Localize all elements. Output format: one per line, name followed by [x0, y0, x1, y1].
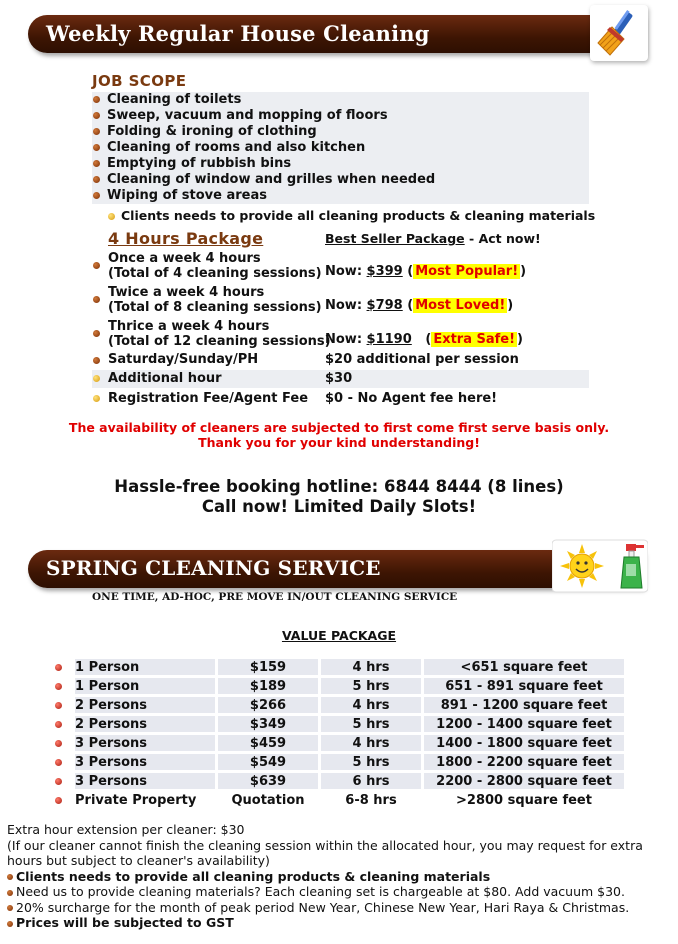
- price-cell: $189: [218, 678, 318, 694]
- hours-cell: 6 hrs: [321, 773, 421, 789]
- hours-cell: 4 hrs: [321, 697, 421, 713]
- best-seller-suffix: - Act now!: [464, 231, 541, 246]
- bullet-icon: [93, 330, 100, 337]
- bullet-icon: [93, 375, 100, 382]
- package-price: $798: [366, 298, 403, 313]
- job-scope-list: [92, 92, 589, 204]
- package-price: $1190: [366, 332, 412, 347]
- bullet-icon: [108, 213, 115, 220]
- package-line1: Once a week 4 hours: [108, 251, 261, 266]
- bullet-icon: [55, 702, 62, 709]
- bullet-icon: [7, 905, 13, 911]
- bullet-cell: [55, 773, 75, 789]
- table-row: [55, 678, 624, 694]
- persons-cell: 3 Persons: [75, 773, 215, 789]
- note-text: Clients needs to provide all cleaning products & cleaning materials: [121, 208, 596, 223]
- hours-cell: 6-8 hrs: [345, 792, 397, 808]
- footer-item-text: Need us to provide cleaning materials? Each cleaning set is chargeable at $80. Add vacuum $30.: [16, 884, 625, 899]
- package-price: $399: [366, 264, 403, 279]
- job-scope-item: [92, 188, 589, 204]
- package-line2: (Total of 8 cleaning sessions): [108, 300, 322, 315]
- extra-value: $0 - No Agent fee here!: [325, 391, 498, 406]
- extra-hour-note: (If our cleaner cannot finish the cleaning session within the allocated hour, you may request for extra hours but subject to cleaner's availability): [7, 837, 643, 868]
- package-tag: Extra Safe!: [433, 332, 516, 347]
- table-row: [55, 697, 624, 713]
- booking-hotline: Hassle-free booking hotline: 6844 8444 (8 lines): [114, 477, 564, 496]
- package-row: Thrice a week 4 hours (Total of 12 cleaning sessions) Now: $1190 ( Extra Safe! ): [92, 319, 589, 351]
- bullet-cell: [55, 678, 75, 694]
- price-cell: $549: [218, 754, 318, 770]
- hours-cell: 4 hrs: [321, 659, 421, 675]
- package-row: Once a week 4 hours (Total of 4 cleaning sessions) Now: $399 ( Most Popular! ): [92, 251, 589, 283]
- footer-item: [7, 900, 673, 916]
- footer-item-text: Prices will be subjected to GST: [16, 915, 234, 930]
- extra-value: $20 additional per session: [325, 352, 519, 367]
- job-scope-item: [92, 140, 589, 156]
- bullet-icon: [93, 128, 100, 135]
- best-seller-label: [325, 231, 541, 246]
- bullet-icon: [93, 96, 100, 103]
- weekly-banner: [28, 15, 644, 53]
- job-scope-text: Wiping of stove areas: [107, 188, 267, 203]
- area-cell: 651 - 891 square feet: [424, 678, 624, 694]
- footer-items: [7, 869, 673, 931]
- call-now-text: Call now! Limited Daily Slots!: [201, 497, 477, 516]
- area-cell: 2200 - 2800 square feet: [424, 773, 624, 789]
- footer-item-text: 20% surcharge for the month of peak period New Year, Chinese New Year, Hari Raya & Christmas.: [16, 899, 630, 915]
- persons-cell: Private Property: [75, 792, 197, 808]
- bullet-cell: [55, 792, 75, 808]
- table-row: [55, 716, 624, 732]
- extra-row: [92, 370, 589, 388]
- area-cell: 1800 - 2200 square feet: [424, 754, 624, 770]
- bullet-icon: [7, 921, 13, 927]
- area-cell: 1200 - 1400 square feet: [424, 716, 624, 732]
- availability-note-1: The availability of cleaners are subjected to first come first serve basis only.: [68, 420, 610, 435]
- extra-label: Additional hour: [108, 371, 222, 386]
- hours-cell: 5 hrs: [321, 716, 421, 732]
- bullet-icon: [93, 144, 100, 151]
- bullet-icon: [7, 890, 13, 896]
- job-scope-title: JOB SCOPE: [92, 72, 187, 90]
- area-cell: 1400 - 1800 square feet: [424, 735, 624, 751]
- bullet-icon: [93, 395, 100, 402]
- now-label: Now:: [325, 332, 367, 347]
- hours-cell: 5 hrs: [321, 754, 421, 770]
- sun-spray-bottle-icon: [552, 538, 648, 594]
- bullet-cell: [55, 659, 75, 675]
- price-cell: Quotation: [231, 792, 305, 808]
- bullet-icon: [93, 296, 100, 303]
- persons-cell: 2 Persons: [75, 716, 215, 732]
- bullet-icon: [55, 683, 62, 690]
- spring-banner: [28, 550, 644, 588]
- hours-cell: 4 hrs: [321, 735, 421, 751]
- now-label: Now:: [325, 298, 367, 313]
- table-row: [55, 792, 624, 808]
- price-cell: $639: [218, 773, 318, 789]
- footer-item: [7, 884, 673, 900]
- bullet-icon: [55, 797, 62, 804]
- area-cell: >2800 square feet: [456, 792, 592, 808]
- bullet-icon: [55, 778, 62, 785]
- weekly-title: Weekly Regular House Cleaning: [46, 21, 430, 46]
- value-package-title: VALUE PACKAGE: [281, 628, 397, 643]
- persons-cell: 3 Persons: [75, 735, 215, 751]
- job-scope-text: Emptying of rubbish bins: [107, 156, 292, 171]
- bullet-cell: [55, 735, 75, 751]
- job-scope-text: Cleaning of rooms and also kitchen: [107, 140, 366, 155]
- table-row: [55, 773, 624, 789]
- package-line2: (Total of 12 cleaning sessions): [108, 334, 331, 349]
- table-row: [55, 659, 624, 675]
- bullet-icon: [93, 262, 100, 269]
- bullet-icon: [93, 357, 100, 364]
- extra-label: Saturday/Sunday/PH: [108, 352, 259, 367]
- bullet-icon: [93, 176, 100, 183]
- price-cell: $349: [218, 716, 318, 732]
- job-scope-item: [92, 124, 589, 140]
- hours-cell: 5 hrs: [321, 678, 421, 694]
- spring-subtitle: ONE TIME, AD-HOC, PRE MOVE IN/OUT CLEANING SERVICE: [92, 591, 458, 603]
- job-scope-text: Cleaning of window and grilles when needed: [107, 172, 436, 187]
- client-materials-note: [108, 208, 595, 223]
- table-row: [55, 735, 624, 751]
- persons-cell: 1 Person: [75, 678, 215, 694]
- footer-item: [7, 915, 673, 931]
- job-scope-item: [92, 172, 589, 188]
- area-cell: <651 square feet: [424, 659, 624, 675]
- bullet-cell: [55, 697, 75, 713]
- spring-title: SPRING CLEANING SERVICE: [46, 556, 381, 580]
- bullet-icon: [55, 721, 62, 728]
- area-cell: 891 - 1200 square feet: [424, 697, 624, 713]
- bullet-icon: [55, 740, 62, 747]
- package-row: Twice a week 4 hours (Total of 8 cleaning sessions) Now: $798 ( Most Loved! ): [92, 285, 589, 317]
- bullet-icon: [55, 759, 62, 766]
- job-scope-text: Cleaning of toilets: [107, 92, 242, 107]
- extra-value: $30: [325, 371, 353, 386]
- extra-row: [92, 390, 589, 407]
- package-tag: Most Popular!: [415, 264, 519, 279]
- footer-item-text: Clients needs to provide all cleaning products & cleaning materials: [16, 868, 491, 884]
- bullet-cell: [55, 754, 75, 770]
- persons-cell: 2 Persons: [75, 697, 215, 713]
- bullet-icon: [93, 112, 100, 119]
- job-scope-item: [92, 156, 589, 172]
- bullet-icon: [93, 160, 100, 167]
- price-cell: $159: [218, 659, 318, 675]
- persons-cell: 3 Persons: [75, 754, 215, 770]
- bullet-icon: [55, 664, 62, 671]
- table-row: [55, 754, 624, 770]
- package-line2: (Total of 4 cleaning sessions): [108, 266, 322, 281]
- bullet-icon: [93, 192, 100, 199]
- price-cell: $459: [218, 735, 318, 751]
- footer-item: [7, 869, 673, 885]
- extra-row: [92, 352, 589, 369]
- package-line1: Twice a week 4 hours: [108, 285, 265, 300]
- package-line1: Thrice a week 4 hours: [108, 319, 270, 334]
- job-scope-text: Folding & ironing of clothing: [107, 124, 317, 139]
- broom-icon: [590, 5, 648, 61]
- price-cell: $266: [218, 697, 318, 713]
- spring-footer: [7, 822, 673, 931]
- job-scope-item: [92, 92, 589, 108]
- value-package-table: [55, 656, 624, 811]
- availability-note-2: Thank you for your kind understanding!: [198, 435, 480, 450]
- persons-cell: 1 Person: [75, 659, 215, 675]
- extra-hour-text: Extra hour extension per cleaner: $30: [7, 822, 245, 837]
- best-seller-text: Best Seller Package: [325, 231, 465, 246]
- extra-label: Registration Fee/Agent Fee: [108, 391, 309, 406]
- bullet-cell: [55, 716, 75, 732]
- package-title: 4 Hours Package: [108, 229, 264, 248]
- package-tag: Most Loved!: [415, 298, 506, 313]
- bullet-icon: [7, 874, 13, 880]
- now-label: Now:: [325, 264, 367, 279]
- job-scope-text: Sweep, vacuum and mopping of floors: [107, 108, 388, 123]
- job-scope-item: [92, 108, 589, 124]
